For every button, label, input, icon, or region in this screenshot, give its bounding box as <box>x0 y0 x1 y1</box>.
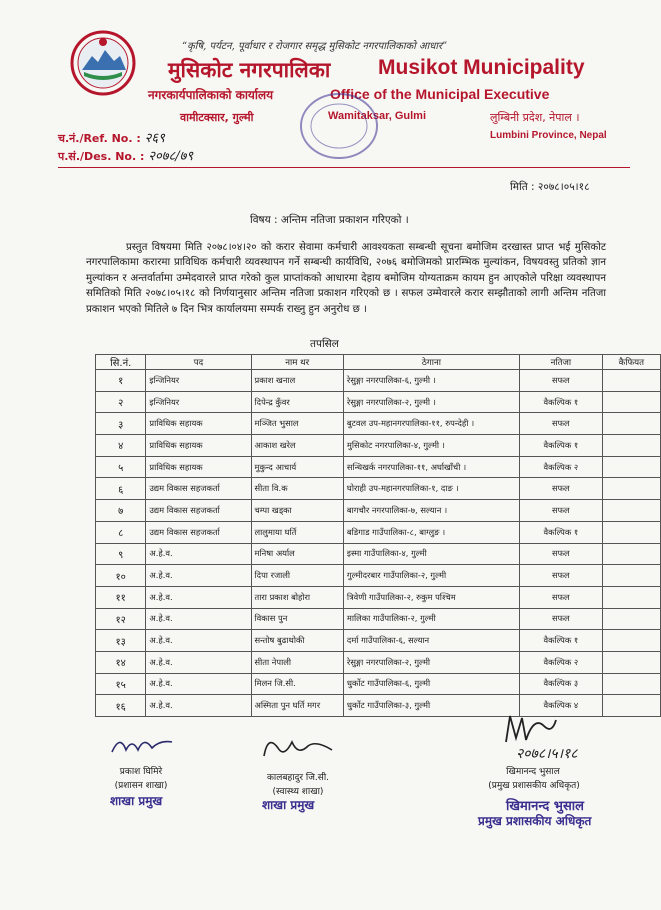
address-cell: त्रिवेणी गाउँपालिका-२, रुकुम पश्चिम <box>343 586 519 608</box>
post-cell: उद्यम विकास सहजकर्ता <box>146 521 251 543</box>
office-seal-icon <box>298 90 380 162</box>
address-cell: दर्मा गाउँपालिका-६, सल्यान <box>343 630 519 652</box>
result-cell: वैकल्पिक १ <box>519 435 602 457</box>
remarks-cell <box>602 370 660 392</box>
address-np: वामीटक्सार, गुल्मी <box>180 111 254 124</box>
result-cell: सफल <box>519 478 602 500</box>
name-cell: मञ्जित भुसाल <box>251 413 343 435</box>
remarks-cell <box>602 565 660 587</box>
post-cell: प्राविधिक सहायक <box>146 456 251 478</box>
serial-cell: १ <box>96 370 146 392</box>
name-cell: मनिषा अर्याल <box>251 543 343 565</box>
table-row <box>96 370 661 392</box>
name-cell: सीता वि.क <box>251 478 343 500</box>
name-cell: विकास पुन <box>251 608 343 630</box>
address-cell: बागचौर नगरपालिका-७, सल्यान । <box>343 500 519 522</box>
table-row <box>96 586 661 608</box>
letter-date: मिति : २०७८।०५।१८ <box>510 181 590 193</box>
address-en: Wamitaksar, Gulmi <box>328 110 427 122</box>
remarks-cell <box>602 651 660 673</box>
signatory-1-name: प्रकाश घिमिरे <box>119 767 163 777</box>
province-np: लुम्बिनी प्रदेश, नेपाल । <box>490 111 580 124</box>
des-value: २०७८/७९ <box>148 149 194 164</box>
col-header-name: नाम थर <box>251 355 343 370</box>
letter-subject: विषय : अन्तिम नतिजा प्रकाशन गरिएको । <box>250 214 409 226</box>
name-cell: अस्मिता पुन घर्ति मगर <box>251 695 343 717</box>
letter-body: प्रस्तुत विषयमा मिति २०७८।०४।२० को करार सेवामा कर्मचारी आवश्यकता सम्बन्धी सूचना बमोजिम दरखास्त प्राप्त भई मुसिकोट नगरपालिकामा करारमा प्राविधिक कर्मचारी व्यवस्थापन गर्ने सम्बन्धी कार्यविधि, २०७६ बमोजिमको प्रारम्भिक मुल्यांकन, विषयवस्तु प्रतिको ज्ञान मुल्यांकन र अन्तर्वार्तामा उम्मेदवारले प्राप्त गरेको कुल प्राप्तांकको आधारमा देहाय बमोजिम योग्यताक्रम कायम हुन आएकोले परिक्षा व्यवस्थापन समितिको मिति २०७८।०५।१८ को निर्णयानुसार अन्तिम नतिजा प्रकाशन गरिएको छ । सफल उम्मेवारले करार सम्झौताको लागी अन्तिम नतिजा प्रकाशन भएको मितिले ७ दिन भित्र कार्यालयमा सम्पर्क राख्नु हुन अनुरोध छ । <box>86 242 606 315</box>
signatory-3-stamp-title: प्रमुख प्रशासकीय अधिकृत <box>478 814 592 828</box>
table-row <box>96 521 661 543</box>
name-cell: दिपेन्द्र कुँवर <box>251 391 343 413</box>
address-cell: रेसुङ्गा नगरपालिका-२, गुल्मी <box>343 651 519 673</box>
table-row <box>96 543 661 565</box>
name-cell: लालुमाया घर्ति <box>251 521 343 543</box>
post-cell: अ.हे.व. <box>146 586 251 608</box>
signature-3-icon <box>500 712 560 746</box>
result-cell: वैकल्पिक ४ <box>519 695 602 717</box>
office-title-np: नगरकार्यपालिकाको कार्यालय <box>148 88 274 102</box>
address-cell: गुल्मीदरबार गाउँपालिका-२, गुल्मी <box>343 565 519 587</box>
result-cell: वैकल्पिक १ <box>519 630 602 652</box>
remarks-cell <box>602 608 660 630</box>
post-cell: उद्यम विकास सहजकर्ता <box>146 478 251 500</box>
result-cell: सफल <box>519 586 602 608</box>
serial-cell: २ <box>96 391 146 413</box>
des-label: प.सं./Des. No. : <box>58 150 145 163</box>
post-cell: इन्जिनियर <box>146 391 251 413</box>
name-cell: मुकुन्द आचार्य <box>251 456 343 478</box>
table-row <box>96 456 661 478</box>
post-cell: अ.हे.व. <box>146 651 251 673</box>
serial-cell: १३ <box>96 630 146 652</box>
result-cell: सफल <box>519 500 602 522</box>
address-cell: रेसुङ्गा नगरपालिका-६, गुल्मी । <box>343 370 519 392</box>
name-cell: आकाश खरेल <box>251 435 343 457</box>
header-divider <box>58 167 630 168</box>
result-cell: वैकल्पिक १ <box>519 391 602 413</box>
serial-cell: १२ <box>96 608 146 630</box>
address-cell: घोराही उप-महानगरपालिका-१, दाङ । <box>343 478 519 500</box>
remarks-cell <box>602 456 660 478</box>
post-cell: अ.हे.व. <box>146 565 251 587</box>
post-cell: प्राविधिक सहायक <box>146 435 251 457</box>
table-row <box>96 413 661 435</box>
serial-cell: १४ <box>96 651 146 673</box>
municipality-title-np: मुसिकोट नगरपालिका <box>168 58 331 82</box>
post-cell: उद्यम विकास सहजकर्ता <box>146 500 251 522</box>
col-header-result: नतिजा <box>519 355 602 370</box>
name-cell: सन्तोष बुढाथोकी <box>251 630 343 652</box>
address-cell: बुटवल उप-महानगरपालिका-११, रुपन्देही । <box>343 413 519 435</box>
slogan: “कृषि, पर्यटन, पूर्वाधार र रोजगार समृद्ध मुसिकोट नगरपालिकाको आधार” <box>182 41 448 52</box>
signature-1-icon <box>108 730 178 760</box>
result-cell: सफल <box>519 543 602 565</box>
remarks-cell <box>602 521 660 543</box>
result-cell: वैकल्पिक ३ <box>519 673 602 695</box>
serial-cell: १६ <box>96 695 146 717</box>
municipality-title-en: Musikot Municipality <box>378 56 585 79</box>
post-cell: अ.हे.व. <box>146 543 251 565</box>
signature-2-icon <box>258 732 338 762</box>
signatory-3-stamp-name: खिमानन्द भुसाल <box>506 799 584 814</box>
post-cell: अ.हे.व. <box>146 608 251 630</box>
remarks-cell <box>602 435 660 457</box>
serial-cell: ११ <box>96 586 146 608</box>
serial-cell: ९ <box>96 543 146 565</box>
name-cell: प्रकाश खनाल <box>251 370 343 392</box>
post-cell: इन्जिनियर <box>146 370 251 392</box>
serial-cell: १० <box>96 565 146 587</box>
serial-cell: ६ <box>96 478 146 500</box>
serial-cell: १५ <box>96 673 146 695</box>
signatory-1-stamp: शाखा प्रमुख <box>110 794 163 808</box>
serial-cell: ७ <box>96 500 146 522</box>
result-cell: वैकल्पिक २ <box>519 651 602 673</box>
remarks-cell <box>602 413 660 435</box>
address-cell: इस्मा गाउँपालिका-४, गुल्मी <box>343 543 519 565</box>
table-row <box>96 391 661 413</box>
address-cell: धुर्कोट गाउँपालिका-३, गुल्मी <box>343 695 519 717</box>
address-cell: बडिगाड गाउँपालिका-८, बाग्लुङ । <box>343 521 519 543</box>
nepal-emblem-icon <box>68 28 138 98</box>
address-cell: रेसुङ्गा नगरपालिका-२, गुल्मी । <box>343 391 519 413</box>
table-row <box>96 565 661 587</box>
post-cell: अ.हे.व. <box>146 673 251 695</box>
result-cell: सफल <box>519 370 602 392</box>
address-cell: मुसिकोट नगरपालिका-४, गुल्मी । <box>343 435 519 457</box>
result-cell: सफल <box>519 608 602 630</box>
remarks-cell <box>602 543 660 565</box>
signatory-2-stamp: शाखा प्रमुख <box>262 798 315 812</box>
name-cell: दिपा रजाली <box>251 565 343 587</box>
ref-value: २६९ <box>144 131 165 146</box>
province-en: Lumbini Province, Nepal <box>490 130 607 141</box>
serial-cell: ८ <box>96 521 146 543</box>
address-cell: सन्धिखर्क नगरपालिका-११, अर्घाखाँची । <box>343 456 519 478</box>
reference-number <box>58 128 165 146</box>
post-cell: अ.हे.व. <box>146 695 251 717</box>
address-cell: धुर्कोट गाउँपालिका-६, गुल्मी <box>343 673 519 695</box>
name-cell: मिलन जि.सी. <box>251 673 343 695</box>
signatory-3-name: खिमानन्द भुसाल <box>506 767 560 777</box>
remarks-cell <box>602 478 660 500</box>
table-row <box>96 478 661 500</box>
result-cell: सफल <box>519 413 602 435</box>
name-cell: सीता नेपाली <box>251 651 343 673</box>
address-cell: मालिका गाउँपालिका-२, गुल्मी <box>343 608 519 630</box>
signatory-3-role: (प्रमुख प्रशासकीय अधिकृत) <box>488 781 580 791</box>
table-row <box>96 673 661 695</box>
col-header-remarks: कैफियत <box>602 355 660 370</box>
result-cell: वैकल्पिक १ <box>519 521 602 543</box>
remarks-cell <box>602 500 660 522</box>
table-row <box>96 630 661 652</box>
signatory-1-role: (प्रशासन शाखा) <box>114 781 168 791</box>
signatory-2-role: (स्वास्थ्य शाखा) <box>272 787 324 797</box>
remarks-cell <box>602 673 660 695</box>
result-cell: सफल <box>519 565 602 587</box>
table-header-row <box>96 355 661 370</box>
col-header-serial: सि.नं. <box>96 355 146 370</box>
remarks-cell <box>602 586 660 608</box>
post-cell: प्राविधिक सहायक <box>146 413 251 435</box>
remarks-cell <box>602 695 660 717</box>
post-cell: अ.हे.व. <box>146 630 251 652</box>
serial-cell: ४ <box>96 435 146 457</box>
table-row <box>96 651 661 673</box>
serial-cell: ३ <box>96 413 146 435</box>
table-row <box>96 608 661 630</box>
name-cell: चम्पा खड्का <box>251 500 343 522</box>
table-row <box>96 695 661 717</box>
col-header-post: पद <box>146 355 251 370</box>
remarks-cell <box>602 391 660 413</box>
result-cell: वैकल्पिक २ <box>519 456 602 478</box>
results-table <box>95 354 661 717</box>
table-row <box>96 500 661 522</box>
ref-label: च.नं./Ref. No. : <box>58 132 141 145</box>
name-cell: तारा प्रकाश बोहोरा <box>251 586 343 608</box>
dispatch-number <box>58 146 193 164</box>
col-header-address: ठेगाना <box>343 355 519 370</box>
office-title-en: Office of the Municipal Executive <box>330 86 550 102</box>
handwritten-date: २०७८।५।१८ <box>516 746 578 762</box>
table-row <box>96 435 661 457</box>
details-heading: तपसिल <box>310 338 339 350</box>
signatory-2-name: कालबहादुर जि.सी. <box>266 773 330 783</box>
remarks-cell <box>602 630 660 652</box>
serial-cell: ५ <box>96 456 146 478</box>
